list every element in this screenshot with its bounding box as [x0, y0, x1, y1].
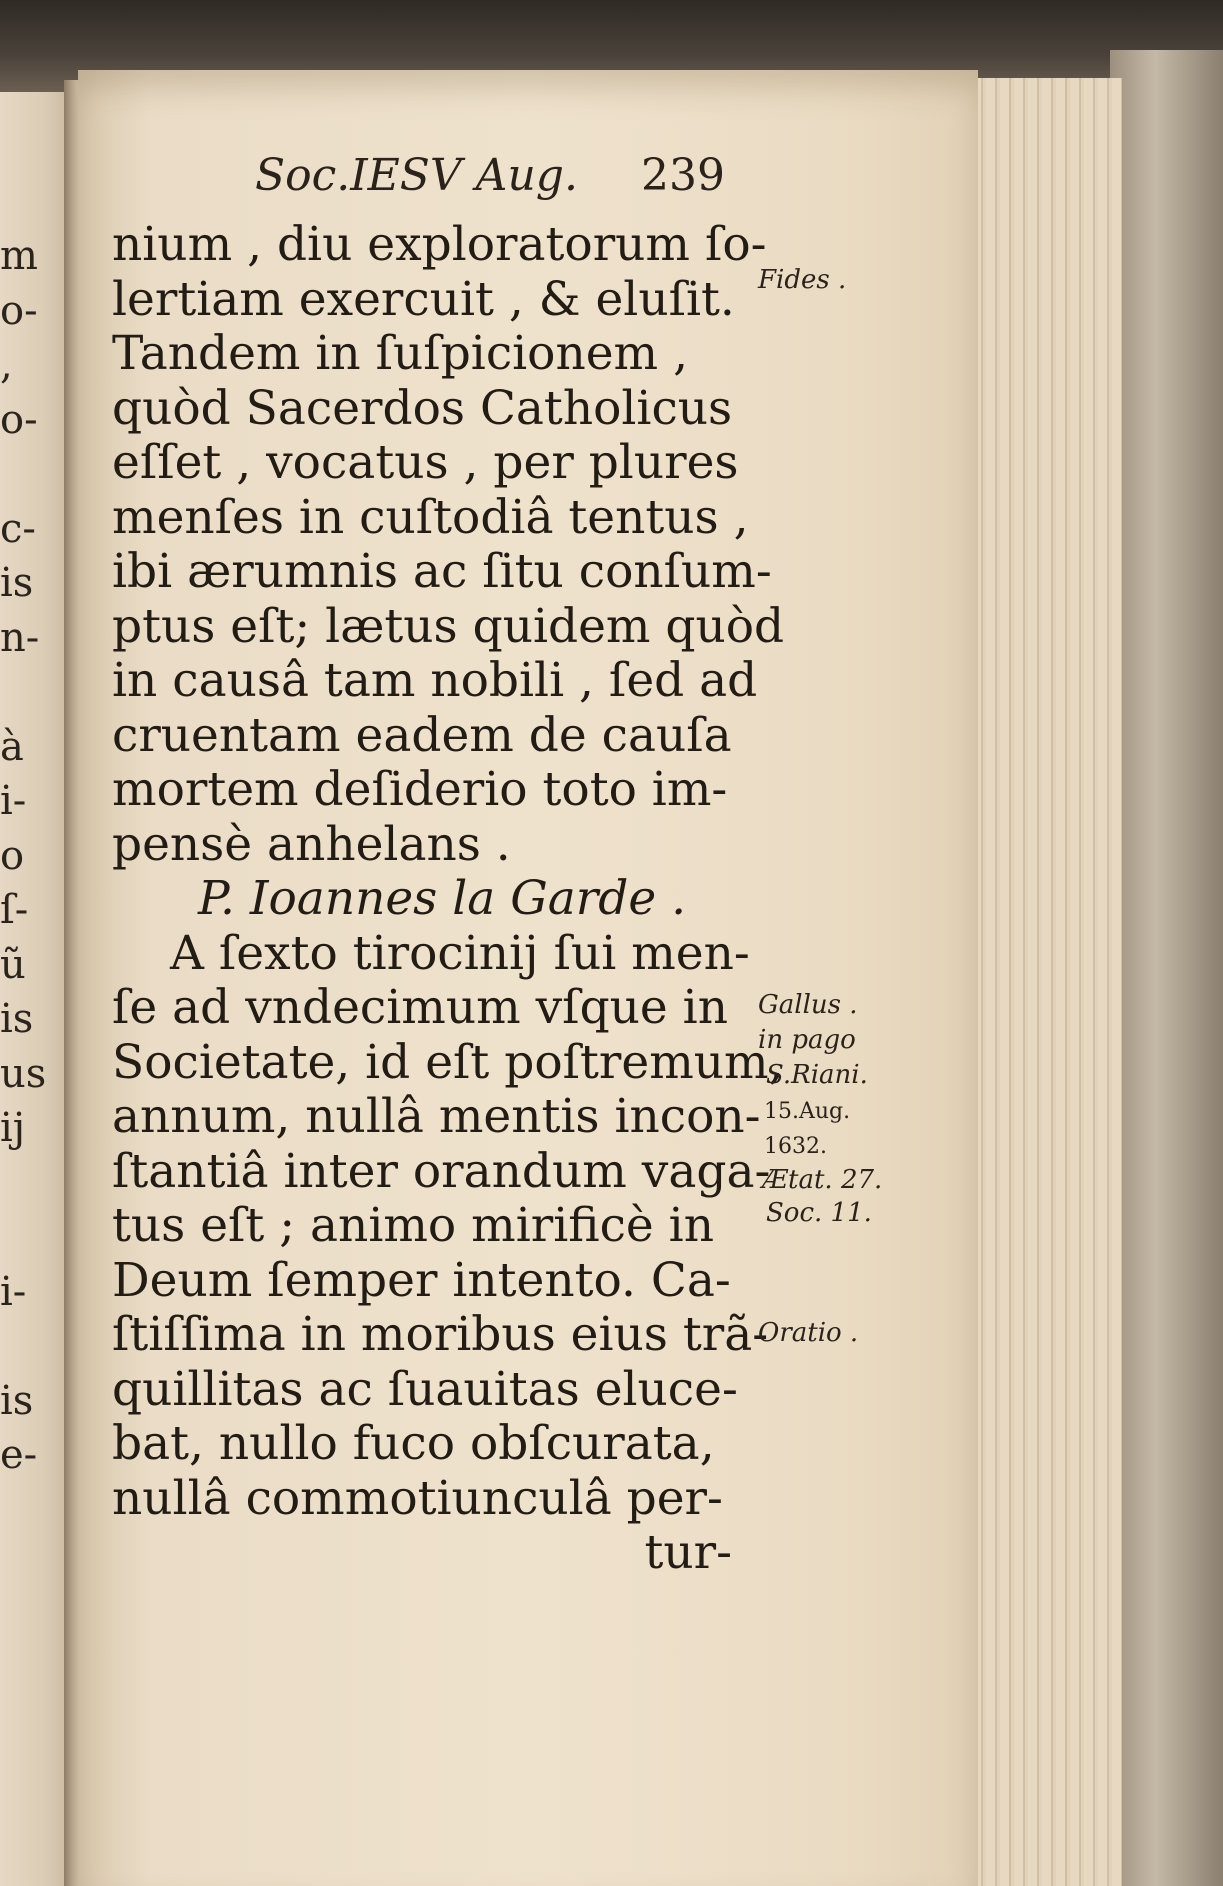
previous-page-fragment: ſ-: [0, 887, 29, 933]
margin-note-date: 15.Aug.: [764, 1099, 851, 1124]
text-line: cruentam eadem de cauſa: [112, 707, 732, 763]
text-line: ptus eſt; lætus quidem quòd: [112, 598, 785, 654]
previous-page-fragment: o-: [0, 396, 38, 443]
previous-page-fragment: is: [0, 560, 34, 606]
previous-page-fragment: us: [0, 1050, 47, 1097]
margin-note-aetat: Ætat. 27.: [762, 1165, 883, 1195]
text-line: annum, nullâ mentis incon-: [112, 1089, 761, 1144]
margin-note-in-pago: in pago: [758, 1025, 856, 1055]
text-line: nullâ commotiunculâ per-: [112, 1470, 723, 1526]
text-line: nium , diu exploratorum ſo-: [112, 217, 767, 272]
text-line: ſtiſſima in moribus eius trã-: [112, 1307, 769, 1362]
margin-note-soc: Soc. 11.: [766, 1198, 872, 1228]
running-head: [255, 150, 725, 210]
previous-page-fragment: n-: [0, 614, 40, 661]
text-line: menſes in cuſtodiâ tentus ,: [112, 489, 749, 545]
text-line: bat, nullo fuco obſcurata,: [112, 1416, 715, 1471]
text-line: pensè anhelans .: [112, 816, 511, 872]
running-title: Soc.IESV Aug.: [255, 150, 578, 201]
text-line: ſtantiâ inter orandum vaga-: [112, 1143, 771, 1199]
book-cover-edge: [1110, 50, 1223, 1886]
page-number: 239: [641, 150, 725, 201]
margin-note-oratio: Oratio .: [758, 1318, 859, 1348]
text-line: in causâ tam nobili , ſed ad: [112, 653, 758, 708]
catchword: tur-: [644, 1525, 732, 1580]
previous-page-fragment: c-: [0, 505, 36, 552]
page-edges: [970, 78, 1122, 1886]
previous-page-fragment: e-: [0, 1432, 38, 1478]
text-line: A ſexto tirocinij ſui men-: [170, 925, 750, 981]
section-heading: P. Ioannes la Garde .: [197, 871, 687, 926]
margin-note-year: 1632.: [764, 1134, 827, 1159]
previous-page-fragment: i-: [0, 778, 27, 824]
margin-note-gallus: Gallus .: [758, 990, 858, 1020]
previous-page-fragment: à: [0, 723, 24, 770]
previous-page-fragment: is: [0, 1377, 34, 1424]
text-line: Deum ſemper intento. Ca-: [112, 1252, 731, 1308]
previous-page-fragment: o-: [0, 287, 38, 334]
text-line: ſe ad vndecimum vſque in: [112, 980, 728, 1035]
margin-note-fides: Fides .: [758, 265, 847, 295]
text-line: ibi ærumnis ac ſitu conſum-: [112, 544, 772, 599]
previous-page-fragment: ũ: [0, 941, 26, 988]
text-line: mortem deſiderio toto im-: [112, 762, 728, 817]
previous-page-fragment: is: [0, 996, 34, 1042]
text-line: lertiam exercuit , & eluſit.: [112, 271, 735, 327]
text-line: quòd Sacerdos Catholicus: [112, 380, 733, 436]
previous-page-fragment: m: [0, 233, 38, 279]
text-line: Tandem in ſuſpicionem ,: [112, 326, 689, 381]
previous-page-fragment: ij: [0, 1105, 26, 1151]
body-text: [112, 217, 785, 1581]
text-line: eſſet , vocatus , per plures: [112, 435, 739, 490]
previous-page-fragment: ,: [0, 342, 13, 388]
previous-page-fragment: o: [0, 832, 25, 879]
previous-page-fragment: i-: [0, 1268, 27, 1315]
text-line: tus eſt ; animo mirificè in: [112, 1198, 714, 1253]
text-line: quillitas ac ſuauitas eluce-: [112, 1361, 738, 1417]
margin-note-s-riani: S.Riani.: [766, 1060, 868, 1090]
previous-page: [0, 92, 72, 1886]
text-line: Societate, id eſt poſtremum,: [112, 1034, 784, 1090]
